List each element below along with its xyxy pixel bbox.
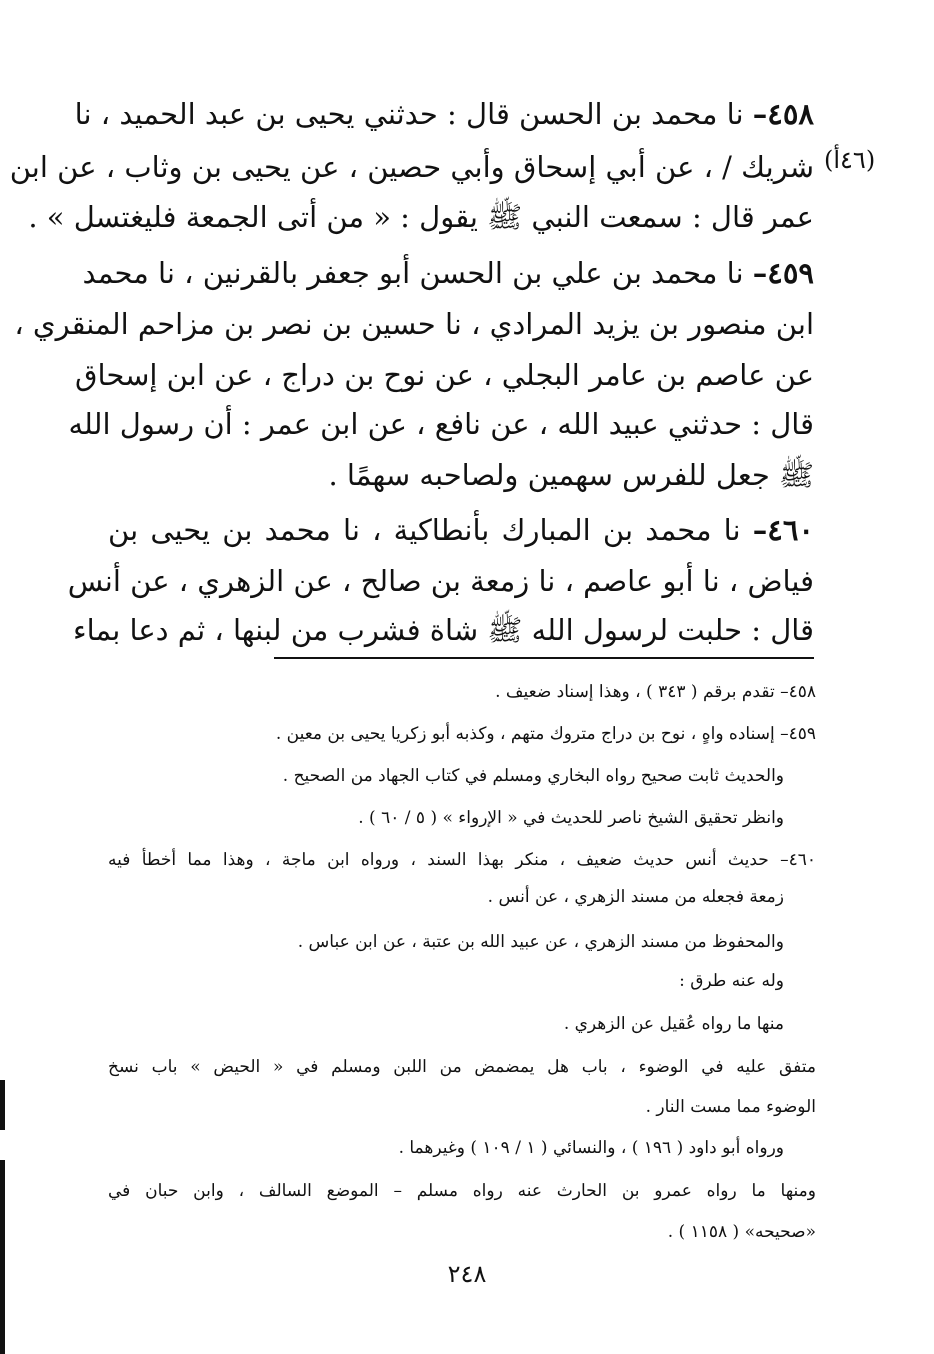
footnote-line: والمحفوظ من مسند الزهري ، عن عبيد الله بن عتبة ، عن ابن عباس . (297, 932, 784, 952)
hadith-458-line-1 (74, 88, 814, 140)
footnote-459: ٤٥٩– إسناده واهٍ ، نوح بن دراج متروك متهم ، وكذبه أبو زكريا يحيى بن معين . (275, 724, 816, 744)
page-number: ٢٤٨ (447, 1260, 487, 1288)
hadith-460-line-3: قال : حلبت لرسول الله ﷺ شاة فشرب من لبنها ، ثم دعا بماء (72, 613, 814, 647)
footnote-line: متفق عليه في الوضوء ، باب هل يمضمض من اللبن ومسلم في « الحيض » باب نسخ (108, 1057, 816, 1077)
hadith-460-line-1 (108, 504, 814, 556)
hadith-number: ٤٥٨– (752, 97, 814, 131)
footnote-line: والحديث ثابت صحيح رواه البخاري ومسلم في كتاب الجهاد من الصحيح . (282, 766, 784, 786)
footnote-line: وانظر تحقيق الشيخ ناصر للحديث في « الإرواء » ( ٥ / ٦٠ ) . (358, 808, 784, 828)
hadith-459-line-2: ابن منصور بن يزيد المرادي ، نا حسين بن نصر بن مزاحم المنقري ، (14, 307, 814, 341)
footnote-line: الوضوء مما مست النار . (645, 1097, 816, 1117)
hadith-number: ٤٦٠– (752, 513, 815, 547)
hadith-458-line-3: عمر قال : سمعت النبي ﷺ يقول : « من أتى الجمعة فليغتسل » . (28, 200, 814, 234)
hadith-459-line-4: قال : حدثني عبيد الله ، عن نافع ، عن ابن عمر : أن رسول الله (68, 407, 814, 441)
scan-edge-mark (0, 1080, 5, 1130)
footnote-line: وله عنه طرق : (679, 971, 784, 991)
footnote-separator (274, 657, 814, 659)
footnote-458: ٤٥٨– تقدم برقم ( ٣٤٣ ) ، وهذا إسناد ضعيف . (495, 682, 816, 702)
footnote-line: زمعة فجعله من مسند الزهري ، عن أنس . (487, 887, 784, 907)
footnote-line: ورواه أبو داود ( ١٩٦ ) ، والنسائي ( ١ / ١٠٩ ) وغيرهما . (398, 1138, 784, 1158)
hadith-number: ٤٥٩– (752, 256, 814, 290)
manuscript-folio-note: (٤٦أ) (824, 146, 876, 174)
hadith-text: نا محمد بن علي بن الحسن أبو جعفر بالقرنين ، نا محمد (82, 256, 744, 290)
hadith-458-line-2: شريك / ، عن أبي إسحاق وأبي حصين ، عن يحيى بن وثاب ، عن ابن (9, 150, 814, 184)
hadith-460-line-2: فياض ، نا أبو عاصم ، نا زمعة بن صالح ، عن الزهري ، عن أنس (67, 564, 814, 598)
footnote-line: ومنها ما رواه عمرو بن الحارث عنه رواه مسلم – الموضع السالف ، وابن حبان في (108, 1181, 816, 1201)
footnote-line: «صحيحه» ( ١١٥٨ ) . (667, 1222, 816, 1242)
footnote-460: ٤٦٠– حديث أنس حديث ضعيف ، منكر بهذا السند ، ورواه ابن ماجة ، وهذا مما أخطأ فيه (108, 850, 816, 870)
hadith-459-line-5: ﷺ جعل للفرس سهمين ولصاحبه سهمًا . (328, 458, 814, 492)
footnote-line: منها ما رواه عُقيل عن الزهري . (563, 1014, 784, 1034)
hadith-459-line-1 (82, 247, 814, 299)
hadith-text: نا محمد بن الحسن قال : حدثني يحيى بن عبد الحميد ، نا (74, 97, 744, 131)
hadith-459-line-3: عن عاصم بن عامر البجلي ، عن نوح بن دراج ، عن ابن إسحاق (75, 358, 814, 392)
scan-edge-mark (0, 1160, 5, 1354)
hadith-text: نا محمد بن المبارك بأنطاكية ، نا محمد بن يحيى بن (108, 513, 741, 547)
